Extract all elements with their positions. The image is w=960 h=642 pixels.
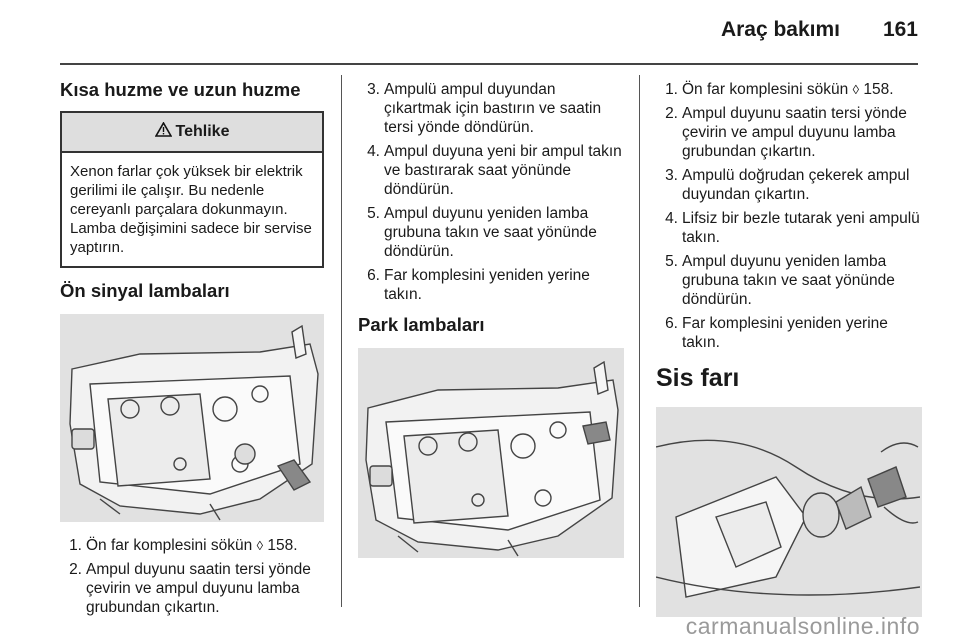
step-text: Far komplesini yeniden yerine takın. xyxy=(682,315,888,351)
step-number: 4. xyxy=(665,210,678,227)
step-number: 4. xyxy=(367,143,380,160)
watermark: carmanualsonline.info xyxy=(685,613,920,639)
step-text: Ampul duyunu yeniden lamba grubuna takın ve saat yönünde döndürün. xyxy=(682,253,895,308)
step-number: 5. xyxy=(367,205,380,222)
page-reference[interactable]: 158. xyxy=(863,81,894,98)
column-3 xyxy=(656,80,922,617)
page-reference-icon[interactable]: ◊ xyxy=(852,82,860,97)
warning-triangle-icon xyxy=(155,122,172,142)
column-2 xyxy=(358,80,624,558)
section-heading-parking-lamps: Park lambaları xyxy=(358,314,485,335)
step-number: 2. xyxy=(665,105,678,122)
list-item xyxy=(358,266,624,304)
step-text: Ampul duyunu yeniden lamba grubuna takın ve saat yönünde döndürün. xyxy=(384,205,597,260)
warning-header xyxy=(62,113,322,153)
section-heading-fog-lamp: Sis farı xyxy=(656,364,740,392)
step-number: 5. xyxy=(665,253,678,270)
list-item xyxy=(656,209,922,247)
step-text: Ampul duyunu saatin tersi yönde çevirin ve ampul duyunu lamba grubundan çıkartın. xyxy=(682,105,907,160)
step-text: Ampul duyuna yeni bir ampul takın ve bastırarak saat yönünde döndürün. xyxy=(384,143,622,198)
step-number: 2. xyxy=(69,561,82,578)
list-item xyxy=(656,252,922,309)
fog-lamp-illustration xyxy=(656,407,920,617)
steps-list-col3 xyxy=(656,80,922,352)
step-text: Far komplesini yeniden yerine takın. xyxy=(384,267,590,303)
warning-text: Xenon farlar çok yüksek bir elektrik gerilimi ile çalışır. Bu nedenle cereyanlı parçalara dokunmayın. Lamba değişimini sadece bir servise yaptırın. xyxy=(70,163,312,256)
list-item xyxy=(656,80,922,99)
section-heading-front-indicators: Ön sinyal lambaları xyxy=(60,280,230,301)
column-divider xyxy=(341,75,342,607)
header-rule xyxy=(60,63,918,65)
step-text: Lifsiz bir bezle tutarak yeni ampulü takın. xyxy=(682,210,920,246)
step-number: 6. xyxy=(367,267,380,284)
figure-fog-lamp xyxy=(656,407,922,617)
step-number: 1. xyxy=(665,81,678,98)
page-number: 161 xyxy=(882,18,918,41)
list-item xyxy=(60,560,324,617)
page-reference-icon[interactable]: ◊ xyxy=(256,538,264,553)
figure-front-indicator-headlamp xyxy=(60,314,324,522)
warning-box xyxy=(60,111,324,268)
list-item xyxy=(358,142,624,199)
headlamp-illustration xyxy=(60,314,324,522)
list-item xyxy=(656,104,922,161)
list-item xyxy=(656,314,922,352)
figure-parking-lamp xyxy=(358,348,624,558)
step-text: Ampulü doğrudan çekerek ampul duyundan çıkartın. xyxy=(682,167,910,203)
header-title: Araç bakımı xyxy=(720,18,840,41)
steps-list-col2 xyxy=(358,80,624,304)
step-text: Ön far komplesini sökün xyxy=(86,537,253,554)
step-text: Ampul duyunu saatin tersi yönde çevirin ve ampul duyunu lamba grubundan çıkartın. xyxy=(86,561,311,616)
warning-label: Tehlike xyxy=(175,123,230,140)
headlamp-illustration xyxy=(358,348,624,558)
list-item xyxy=(656,166,922,204)
step-number: 1. xyxy=(69,537,82,554)
step-number: 3. xyxy=(367,81,380,98)
step-number: 6. xyxy=(665,315,678,332)
list-item xyxy=(358,80,624,137)
list-item xyxy=(358,204,624,261)
steps-list-col1 xyxy=(60,536,324,617)
section-heading-low-high-beam: Kısa huzme ve uzun huzme xyxy=(60,79,301,100)
page-reference[interactable]: 158. xyxy=(267,537,298,554)
column-1 xyxy=(60,75,324,622)
list-item xyxy=(60,536,324,555)
step-text: Ön far komplesini sökün xyxy=(682,81,849,98)
column-divider xyxy=(639,75,640,607)
step-number: 3. xyxy=(665,167,678,184)
step-text: Ampulü ampul duyundan çıkartmak için bastırın ve saatin tersi yönde döndürün. xyxy=(384,81,602,136)
